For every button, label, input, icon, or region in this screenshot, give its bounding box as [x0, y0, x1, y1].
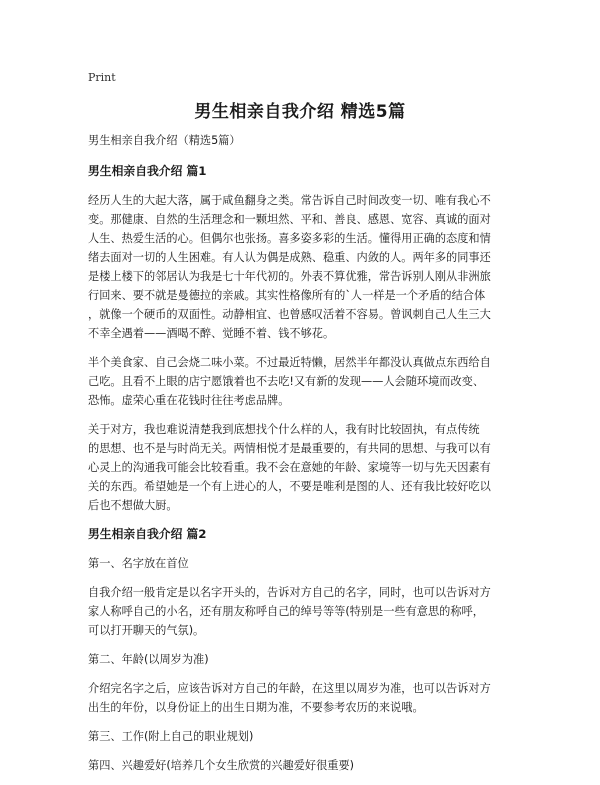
text-line: 心灵上的沟通我可能会比较看重。我不会在意她的年龄、家境等一切与先天因素有 [88, 461, 491, 474]
text-line: 介绍完名字之后，应该告诉对方自己的年龄，在这里以周岁为准，也可以告诉对方 [88, 682, 491, 695]
print-label[interactable]: Print [88, 71, 116, 84]
text-line: 后也不想做大厨。 [88, 499, 178, 512]
section-heading-2: 男生相亲自我介绍 篇2 [88, 527, 207, 541]
text-line: 不幸全遇着——酒喝不醉、觉睡不着、钱不够花。 [88, 327, 335, 340]
paragraph-4 [88, 583, 516, 640]
text-line: 绪去面对一切的人生困难。有人认为偶是成熟、稳重、内敛的人。两年多的同事还 [88, 251, 491, 264]
paragraph-3 [88, 420, 516, 515]
text-line: 半个美食家、自己会烧二味小菜。不过最近特懒，居然半年都没认真做点东西给自 [88, 356, 491, 369]
text-line: 变。那健康、自然的生活理念和一颗坦然、平和、善良、感恩、宽容、真诚的面对 [88, 213, 491, 226]
text-line: 的思想、也不是与时尚无关。两情相悦才是最重要的，有共同的思想、与我可以有 [88, 442, 491, 455]
list-item-3: 第三、工作(附上自己的职业规划) [88, 730, 254, 743]
text-line: 是楼上楼下的邻居认为我是七十年代初的。外表不算优雅，常告诉别人刚从非洲旅 [88, 270, 491, 283]
list-item-2: 第二、年龄(以周岁为准) [88, 653, 209, 666]
paragraph-5 [88, 679, 516, 717]
text-line: 关于对方，我也难说清楚我到底想找个什么样的人，我有时比较固执，有点传统 [88, 423, 480, 436]
text-line: 经历人生的大起大落，属于咸鱼翻身之类。常告诉自己时间改变一切、唯有我心不 [88, 194, 491, 207]
text-line: 行回来、要不就是曼德拉的亲戚。其实性格像所有的`人一样是一个矛盾的结合体 [88, 289, 486, 302]
page-title: 男生相亲自我介绍 精选5篇 [194, 102, 406, 122]
text-line: ，就像一个硬币的双面性。动静相宜、也曾感叹活着不容易。曾讽刺自己人生三大 [88, 308, 491, 321]
article-body [88, 131, 516, 785]
paragraph-1 [88, 191, 516, 343]
article-subtitle: 男生相亲自我介绍（精选5篇） [88, 134, 241, 147]
text-line: 关的东西。希望她是一个有上进心的人，不要是唯利是图的人、还有我比较好吃以 [88, 480, 491, 493]
text-line: 可以打开聊天的气氛)。 [88, 624, 205, 637]
section-heading-1: 男生相亲自我介绍 篇1 [88, 164, 207, 178]
paragraph-2 [88, 353, 516, 410]
list-item-1: 第一、名字放在首位 [88, 557, 189, 570]
text-line: 出生的年份，以身份证上的出生日期为准，不要参考农历的来说哦。 [88, 701, 424, 714]
text-line: 己吃。且看不上眼的店宁愿饿着也不去吃!又有新的发现——人会随环境而改变、 [88, 375, 485, 388]
text-line: 家人称呼自己的小名，还有朋友称呼自己的绰号等等(特别是一些有意思的称呼， [88, 605, 484, 618]
text-line: 人生、热爱生活的心。但偶尔也张扬。喜多姿多彩的生活。懂得用正确的态度和情 [88, 232, 491, 245]
text-line: 自我介绍一般肯定是以名字开头的，告诉对方自己的名字，同时，也可以告诉对方 [88, 586, 491, 599]
text-line: 恐怖。虚荣心重在花钱时往往考虑品牌。 [88, 394, 290, 407]
list-item-4: 第四、兴趣爱好(培养几个女生欣赏的兴趣爱好很重要) [88, 759, 355, 772]
